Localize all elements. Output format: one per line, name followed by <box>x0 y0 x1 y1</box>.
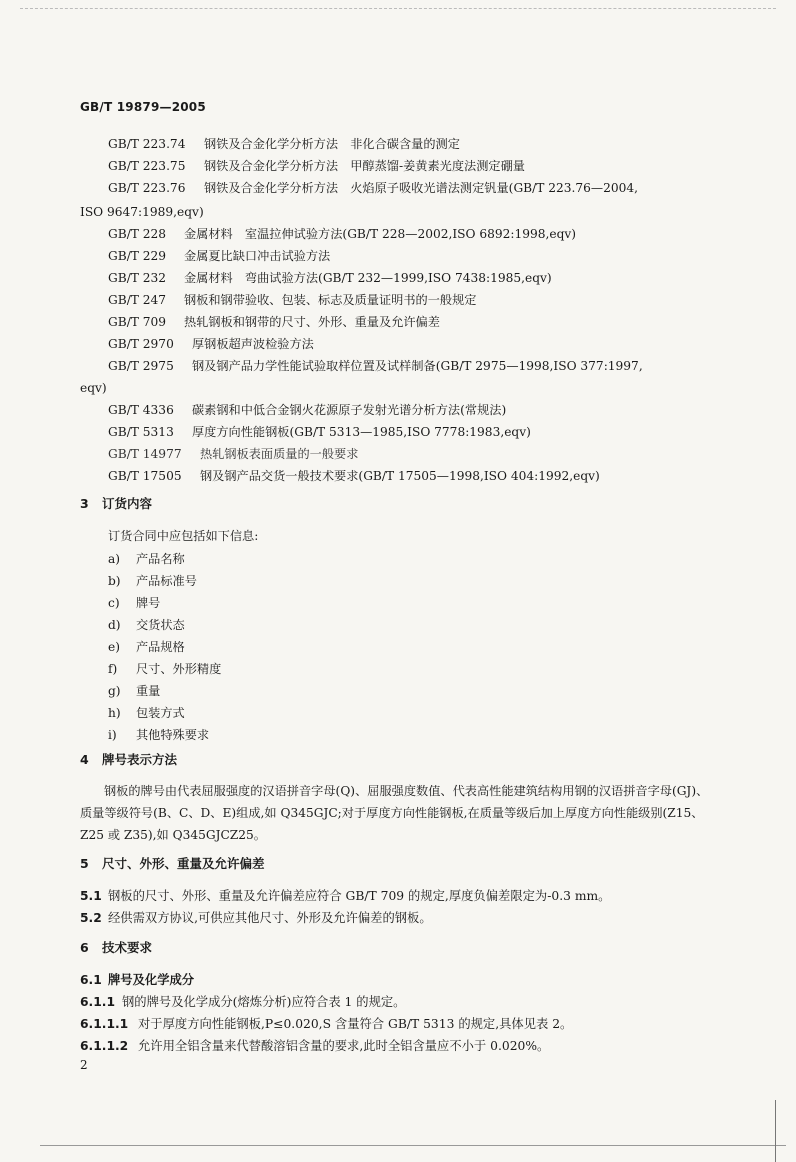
ref-code: GB/T 223.76 <box>108 181 186 195</box>
ref-text: 钢及钢产品交货一般技术要求(GB/T 17505—1998,ISO 404:1992,eqv) <box>200 469 600 483</box>
ref-code: GB/T 2970 <box>108 337 174 351</box>
list-item <box>108 572 197 589</box>
ref-line <box>108 402 506 418</box>
section-heading <box>80 938 152 956</box>
page-number: 2 <box>80 1058 88 1072</box>
ref-code: GB/T 223.74 <box>108 137 186 151</box>
ref-text: 金属材料 室温拉伸试验方法(GB/T 228—2002,ISO 6892:1998,eqv) <box>184 227 577 241</box>
ref-text: eqv) <box>80 381 107 395</box>
list-text: 产品名称 <box>136 552 185 566</box>
ref-line <box>108 136 460 152</box>
list-label: f) <box>108 662 118 676</box>
ref-text: 钢及钢产品力学性能试验取样位置及试样制备(GB/T 2975—1998,ISO 377:1997, <box>192 359 643 373</box>
clause <box>80 886 610 904</box>
clause <box>80 1014 572 1032</box>
ref-text: 碳素钢和中低合金钢火花源原子发射光谱分析方法(常规法) <box>192 403 507 417</box>
section-title: 尺寸、外形、重量及允许偏差 <box>102 856 265 871</box>
ref-text: 钢板和钢带验收、包装、标志及质量证明书的一般规定 <box>184 293 477 307</box>
ref-text: 钢铁及合金化学分析方法 火焰原子吸收光谱法测定钒量(GB/T 223.76—2004, <box>204 181 638 195</box>
order-intro: 订货合同中应包括如下信息: <box>108 529 259 543</box>
ref-code: GB/T 2975 <box>108 359 174 373</box>
ref-line <box>108 336 314 352</box>
ref-line <box>108 292 477 308</box>
list-label: i) <box>108 728 117 742</box>
ref-line <box>108 358 643 374</box>
section-heading <box>80 750 177 768</box>
clause-number: 5.2 <box>80 911 102 925</box>
top-border <box>20 8 776 9</box>
section-number: 3 <box>80 496 89 511</box>
clause-text: 经供需双方协议,可供应其他尺寸、外形及允许偏差的钢板。 <box>108 911 432 925</box>
list-item <box>108 616 185 633</box>
ref-code: GB/T 5313 <box>108 425 174 439</box>
ref-line <box>108 468 600 484</box>
list-text: 包装方式 <box>136 706 185 720</box>
ref-code: GB/T 247 <box>108 293 167 307</box>
bottom-border <box>40 1145 786 1146</box>
ref-line <box>108 424 531 440</box>
list-item <box>108 726 209 743</box>
ref-code: GB/T 228 <box>108 227 167 241</box>
list-text: 产品规格 <box>136 640 185 654</box>
standard-header: GB/T 19879—2005 <box>80 100 206 114</box>
clause-number: 6.1.1.1 <box>80 1017 129 1031</box>
ref-text: 厚度方向性能钢板(GB/T 5313—1985,ISO 7778:1983,eqv) <box>192 425 531 439</box>
clause-text: 钢的牌号及化学成分(熔炼分析)应符合表 1 的规定。 <box>122 995 406 1009</box>
ref-code: GB/T 709 <box>108 315 167 329</box>
clause-number: 5.1 <box>80 889 102 903</box>
section-heading <box>80 494 152 512</box>
ref-line <box>108 314 440 330</box>
section-title: 牌号表示方法 <box>102 752 178 767</box>
ref-line <box>108 158 525 174</box>
clause-number: 6.1.1.2 <box>80 1039 129 1053</box>
list-item <box>108 682 160 699</box>
right-margin-line <box>775 1100 776 1162</box>
ref-code: GB/T 14977 <box>108 447 182 461</box>
list-item <box>108 704 185 721</box>
clause-text: 对于厚度方向性能钢板,P≤0.020,S 含量符合 GB/T 5313 的规定,具体见表 2。 <box>138 1017 573 1031</box>
clause-text: 允许用全铝含量来代替酸溶铝含量的要求,此时全铝含量应不小于 0.020%。 <box>138 1039 550 1053</box>
clause <box>80 992 405 1010</box>
ref-text: 厚钢板超声波检验方法 <box>192 337 314 351</box>
clause-number: 6.1 <box>80 973 102 987</box>
list-text: 尺寸、外形精度 <box>136 662 222 676</box>
list-label: b) <box>108 574 121 588</box>
section-title: 订货内容 <box>102 496 153 511</box>
ref-line-continued <box>80 380 107 396</box>
list-label: h) <box>108 706 121 720</box>
ref-text: 金属材料 弯曲试验方法(GB/T 232—1999,ISO 7438:1985,eqv) <box>184 271 552 285</box>
section-number: 5 <box>80 856 89 871</box>
section-number: 6 <box>80 940 89 955</box>
list-item <box>108 638 185 655</box>
ref-line <box>108 270 552 286</box>
clause-text: 钢板的尺寸、外形、重量及允许偏差应符合 GB/T 709 的规定,厚度负偏差限定为-0.3 mm。 <box>108 889 611 903</box>
list-label: e) <box>108 640 120 654</box>
list-text: 牌号 <box>136 596 161 610</box>
list-item <box>108 550 185 567</box>
designation-paragraph: 钢板的牌号由代表屈服强度的汉语拼音字母(Q)、屈服强度数值、代表高性能建筑结构用钢的汉语拼音字母(GJ)、质量等级符号(B、C、D、E)组成,如 Q345GJC;对于厚度方向性能钢板,在质量等级后加上厚度方向性能级别(Z15、Z25 或 Z35),如 Q345GJCZ25。 <box>80 784 709 842</box>
ref-text: 热轧钢板和钢带的尺寸、外形、重量及允许偏差 <box>184 315 440 329</box>
section-number: 4 <box>80 752 89 767</box>
ref-text: 金属夏比缺口冲击试验方法 <box>184 249 331 263</box>
list-text: 其他特殊要求 <box>136 728 210 742</box>
clause-number: 6.1.1 <box>80 995 116 1009</box>
list-item <box>108 594 160 611</box>
ref-line-continued <box>80 204 204 220</box>
list-label: c) <box>108 596 120 610</box>
section-heading <box>80 854 265 872</box>
ref-text: ISO 9647:1989,eqv) <box>80 205 204 219</box>
section-title: 技术要求 <box>102 940 153 955</box>
ref-code: GB/T 4336 <box>108 403 174 417</box>
ref-text: 钢铁及合金化学分析方法 甲醇蒸馏-姜黄素光度法测定硼量 <box>204 159 525 173</box>
ref-text: 热轧钢板表面质量的一般要求 <box>200 447 359 461</box>
ref-code: GB/T 223.75 <box>108 159 186 173</box>
ref-code: GB/T 17505 <box>108 469 182 483</box>
ref-text: 钢铁及合金化学分析方法 非化合碳含量的测定 <box>204 137 460 151</box>
clause-title: 牌号及化学成分 <box>108 973 195 987</box>
list-label: a) <box>108 552 121 566</box>
ref-code: GB/T 232 <box>108 271 167 285</box>
list-label: g) <box>108 684 121 698</box>
clause <box>80 908 432 926</box>
ref-line <box>108 446 358 462</box>
ref-line <box>108 226 576 242</box>
list-text: 交货状态 <box>136 618 185 632</box>
list-text: 重量 <box>136 684 161 698</box>
ref-code: GB/T 229 <box>108 249 167 263</box>
ref-line <box>108 180 638 196</box>
clause <box>80 1036 549 1054</box>
list-label: d) <box>108 618 121 632</box>
list-item <box>108 660 221 677</box>
list-text: 产品标准号 <box>136 574 197 588</box>
subclause-heading <box>80 970 194 988</box>
ref-line <box>108 248 330 264</box>
